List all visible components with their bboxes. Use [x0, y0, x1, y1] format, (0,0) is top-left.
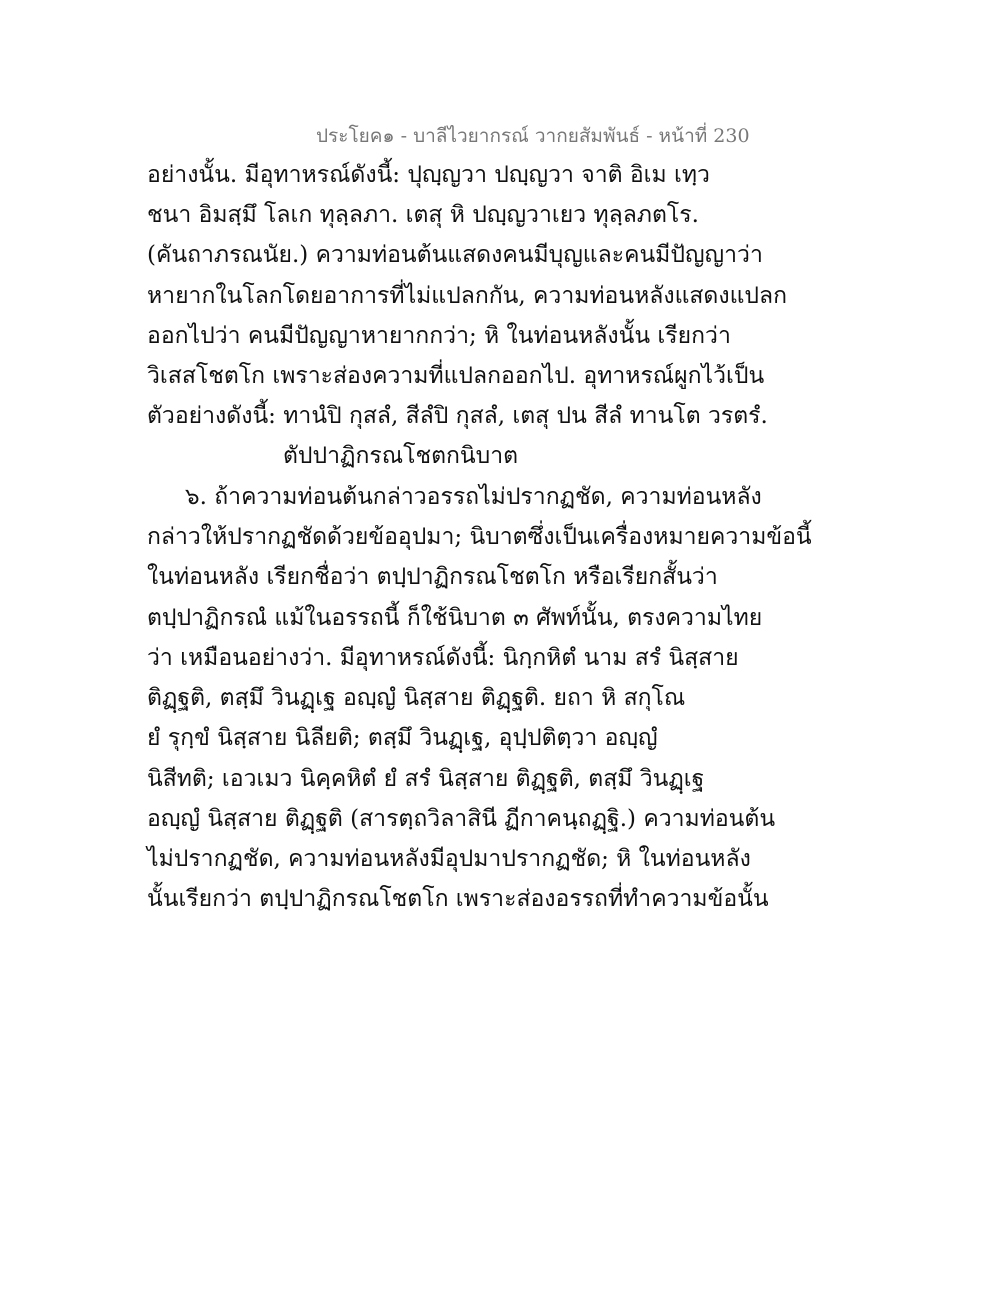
- body-line: ชนา อิมสฺมึ โลเก ทุลฺลภา. เตสุ หิ ปญฺญวาเยว ทุลฺลภตโร.: [147, 202, 699, 228]
- body-line: นิสีทติ; เอวเมว นิคฺคหิตํ ยํ สรํ นิสฺสาย ติฏฺฐติ, ตสฺมึ วินฏฺเฐ: [147, 766, 705, 792]
- body-line: วิเสสโชตโก เพราะส่องความที่แปลกออกไป. อุทาหรณ์ผูกไว้เป็น: [147, 363, 765, 389]
- body-line: ตัวอย่างดังนี้: ทานํปิ กุสลํ, สีลํปิ กุสลํ, เตสุ ปน สีลํ ทานโต วรตรํ.: [147, 403, 768, 429]
- body-line: อย่างนั้น. มีอุทาหรณ์ดังนี้: ปุญฺญวา ปญฺญวา จาติ อิเม เทฺว: [147, 162, 710, 188]
- body-line: ว่า เหมือนอย่างว่า. มีอุทาหรณ์ดังนี้: นิกฺกหิตํ นาม สรํ นิสฺสาย: [147, 645, 739, 671]
- body-line: นั้นเรียกว่า ตปฺปาฏิกรณโชตโก เพราะส่องอรรถที่ทำความข้อนั้น: [147, 886, 769, 912]
- running-header: ประโยค๑ - บาลีไวยากรณ์ วากยสัมพันธ์ - หน้าที่ 230: [316, 125, 750, 147]
- body-line: หายากในโลกโดยอาการที่ไม่แปลกกัน, ความท่อนหลังแสดงแปลก: [147, 283, 788, 309]
- body-line: ตปฺปาฏิกรณํ แม้ในอรรถนี้ ก็ใช้นิบาต ๓ ศัพท์นั้น, ตรงความไทย: [147, 605, 763, 631]
- body-line: (คันถาภรณนัย.) ความท่อนต้นแสดงคนมีบุญและคนมีปัญญาว่า: [147, 242, 763, 268]
- body-line: อญฺญํ นิสฺสาย ติฏฺฐติ (สารตฺถวิลาสินี ฏีกาคนฺถฏฺฐิ.) ความท่อนต้น: [147, 806, 776, 832]
- body-line: ๖. ถ้าความท่อนต้นกล่าวอรรถไม่ปรากฏชัด, ความท่อนหลัง: [185, 484, 762, 510]
- body-line: ในท่อนหลัง เรียกชื่อว่า ตปฺปาฏิกรณโชตโก หรือเรียกสั้นว่า: [147, 564, 718, 590]
- body-line: ออกไปว่า คนมีปัญญาหายากกว่า; หิ ในท่อนหลังนั้น เรียกว่า: [147, 323, 731, 349]
- body-line: ไม่ปรากฏชัด, ความท่อนหลังมีอุปมาปรากฏชัด; หิ ในท่อนหลัง: [147, 846, 751, 872]
- body-line: ยํ รุกฺขํ นิสฺสาย นิลียติ; ตสฺมึ วินฏฺเฐ, อุปฺปติตฺวา อญฺญํ: [147, 725, 658, 751]
- body-line: ติฏฺฐติ, ตสฺมึ วินฏฺเฐ อญฺญํ นิสฺสาย ติฏฺฐติ. ยถา หิ สกุโณ: [147, 685, 686, 711]
- section-heading: ตัปปาฏิกรณโชตกนิบาต: [283, 443, 519, 469]
- body-line: กล่าวให้ปรากฏชัดด้วยข้ออุปมา; นิบาตซึ่งเป็นเครื่องหมายความข้อนี้: [147, 524, 812, 550]
